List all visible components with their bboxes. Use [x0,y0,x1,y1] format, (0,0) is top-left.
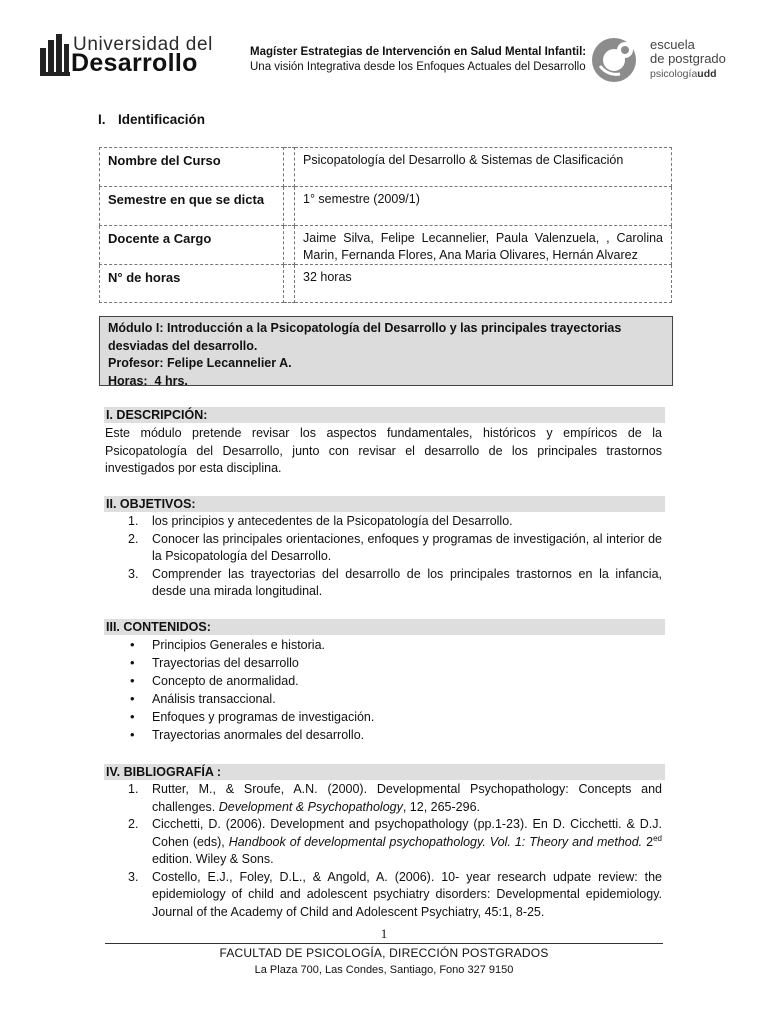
building-logo-icon [40,34,70,76]
module-professor: Profesor: Felipe Lecannelier A. [108,356,292,370]
item-text: Principios Generales e historia. [152,638,325,652]
bullet-icon: • [130,727,135,742]
description-text: Este módulo pretende revisar los aspectos fundamentales, históricos y empíricos de la Psicopatología del Desarrollo, junto con revisar el desarrollo de los principales trastornos investigados por esta disciplina. [105,426,662,475]
module-box [99,316,673,386]
list-item [124,816,662,869]
list-item [124,781,662,816]
ref-text: Rutter, M., & Sroufe, A.N. (2000). Developmental Psychopathology: Concepts and challenges. [152,782,662,814]
row-gap [284,187,295,226]
section-title: Identificación [118,112,206,127]
ref-text: Costello, E.J., Foley, D.L., & Angold, A. (2006). 10- year research udpate review: the epidemiology of child and adolescent psychiatry disorders: Developmental epidemiology. Journal of the Academy of Child and Adolescent Psychiatry, 45:1, 8-25. [152,869,662,919]
item-number: 2. [128,817,139,831]
bullet-icon: • [130,673,135,688]
ref-text: Cicchetti, D. (2006). Development and psychopathology (pp.1-23). En D. Cicchetti. & D.J. Cohen (eds), [152,817,662,849]
table-row [100,148,672,187]
item-text: Concepto de anormalidad. [152,674,299,688]
list-item [124,654,662,672]
school-line3b: udd [697,68,717,80]
bibliography-list [124,781,662,921]
ref-details: , 12, 265-296. [402,799,481,814]
school-line3 [650,67,717,81]
table-row [100,187,672,226]
university-name-line1: Universidad del [73,34,213,55]
item-text: Trayectorias anormales del desarrollo. [152,728,365,742]
item-number: 3. [128,566,139,581]
bullet-icon: • [130,637,135,652]
ref-journal: Development & Psychopathology [218,799,403,814]
section-number: I. [98,112,106,127]
item-number: 1. [128,782,139,796]
bullet-icon: • [130,655,135,670]
bullet-icon: • [130,691,135,706]
row-gap [284,265,295,303]
footer-address: La Plaza 700, Las Condes, Santiago, Fono 327 9150 [254,964,514,976]
list-item [124,566,662,601]
item-number: 1. [128,514,139,528]
contents-heading: III. CONTENIDOS: [104,619,665,635]
module-title: Módulo I: Introducción a la Psicopatología del Desarrollo y las principales trayectorias desviadas del desarrollo. [108,321,622,353]
item-number: 3. [128,869,139,884]
list-item [124,513,662,531]
psicologia-logo-icon [590,36,644,84]
list-item [124,869,662,922]
list-item [124,672,662,690]
identification-table [99,147,672,303]
ref-publisher: edition. Wiley & Sons. [152,852,274,866]
school-line1: escuela [650,37,695,52]
universidad-del-desarrollo-logo [40,32,236,78]
list-item [124,636,662,654]
table-row [100,226,672,265]
table-row [100,265,672,303]
program-header [250,45,585,75]
escuela-postgrado-logo [590,34,735,86]
program-title: Magíster Estrategias de Intervención en Salud Mental Infantil: [250,46,587,58]
program-subtitle: Una visión Integrativa desde los Enfoques Actuales del Desarrollo [250,61,586,73]
school-line3a: psicología [650,68,698,80]
page-number: 1 [380,926,388,941]
bibliography-heading: IV. BIBLIOGRAFÍA : [104,764,665,780]
objectives-heading: II. OBJETIVOS: [104,496,665,512]
row-gap [284,226,295,265]
objectives-list [124,513,662,601]
row-value: Psicopatología del Desarrollo & Sistemas de Clasificación [295,148,672,187]
footer-divider [105,943,663,944]
item-text: los principios y antecedentes de la Psicopatología del Desarrollo. [152,514,513,528]
row-label: Docente a Cargo [100,226,284,265]
ref-edition: 2 [642,834,654,849]
row-value: 32 horas [295,265,672,303]
item-number: 2. [128,531,139,546]
item-text: Trayectorias del desarrollo [152,656,299,670]
university-name-line2: Desarrollo [71,49,198,77]
list-item [124,708,662,726]
bullet-icon: • [130,709,135,724]
section-identification-heading [98,112,205,127]
item-text: Enfoques y programas de investigación. [152,710,375,724]
contents-list [124,636,662,744]
footer-faculty: FACULTAD DE PSICOLOGÍA, DIRECCIÓN POSTGRADOS [219,946,549,960]
list-item [124,690,662,708]
ref-edition-sup: ed [653,833,662,843]
module-hours: Horas: 4 hrs. [108,373,188,388]
row-value: Jaime Silva, Felipe Lecannelier, Paula Valenzuela, , Carolina Marin, Fernanda Flores, Ana Maria Olivares, Hernán Alvarez [295,226,672,265]
list-item [124,726,662,744]
school-line2: de postgrado [650,51,726,66]
item-text: Conocer las principales orientaciones, enfoques y programas de investigación, al interior de la Psicopatología del Desarrollo. [152,531,662,563]
row-label: Nombre del Curso [100,148,284,187]
row-label: Semestre en que se dicta [100,187,284,226]
description-heading: I. DESCRIPCIÓN: [104,407,665,423]
item-text: Comprender las trayectorias del desarrollo de los principales trastornos en la infancia, desde una mirada longitudinal. [152,566,662,598]
ref-book-title: Handbook of developmental psychopathology. Vol. 1: Theory and method. [228,834,643,849]
row-gap [284,148,295,187]
row-value: 1° semestre (2009/1) [295,187,672,226]
item-text: Análisis transaccional. [152,692,276,706]
list-item [124,531,662,566]
row-label: N° de horas [100,265,284,303]
